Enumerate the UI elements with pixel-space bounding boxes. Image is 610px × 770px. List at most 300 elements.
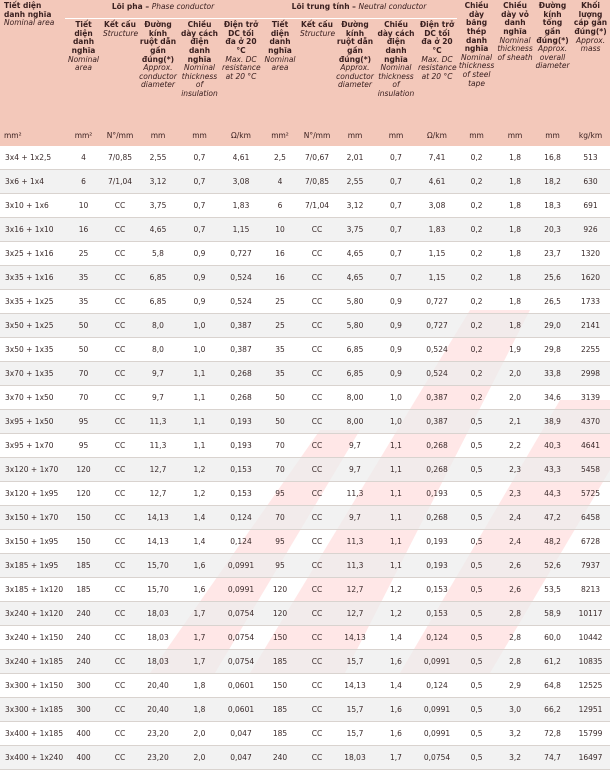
table-cell: 0,193: [417, 530, 457, 554]
table-cell: 7/0,85: [102, 146, 138, 170]
table-cell: CC: [102, 362, 138, 386]
table-cell: 11,3: [138, 434, 178, 458]
table-cell: 300: [65, 674, 102, 698]
table-cell: 3,0: [496, 698, 534, 722]
unit-cell: mm: [457, 123, 496, 146]
table-cell: 400: [65, 722, 102, 746]
table-cell: CC: [299, 626, 335, 650]
table-cell: 1,7: [178, 626, 221, 650]
table-cell: 2,0: [496, 362, 534, 386]
cable-size-cell: 3x400 + 1x185: [0, 722, 65, 746]
table-cell: 1,6: [375, 650, 417, 674]
table-cell: 0,2: [457, 146, 496, 170]
table-row: [0, 482, 610, 506]
table-cell: 58,9: [534, 602, 571, 626]
cable-size-cell: 3x400 + 1x240: [0, 746, 65, 770]
cable-size-cell: 3x185 + 1x120: [0, 578, 65, 602]
table-body: [0, 146, 610, 770]
table-cell: 10117: [571, 602, 610, 626]
table-row: [0, 578, 610, 602]
table-cell: 0,268: [221, 386, 261, 410]
table-cell: 0,387: [417, 386, 457, 410]
table-cell: 14,13: [138, 506, 178, 530]
table-cell: 150: [65, 506, 102, 530]
table-cell: 0,5: [457, 458, 496, 482]
table-cell: 70: [65, 386, 102, 410]
table-cell: 12,7: [138, 482, 178, 506]
table-cell: 0,727: [221, 242, 261, 266]
table-cell: 1,1: [178, 434, 221, 458]
table-cell: 0,5: [457, 626, 496, 650]
cable-size-cell: 3x95 + 1x50: [0, 410, 65, 434]
table-cell: 0,7: [375, 218, 417, 242]
table-cell: CC: [102, 218, 138, 242]
table-cell: 0,2: [457, 314, 496, 338]
table-cell: 0,5: [457, 650, 496, 674]
table-cell: 6,85: [138, 290, 178, 314]
table-cell: 11,3: [335, 554, 375, 578]
table-row: [0, 386, 610, 410]
table-cell: CC: [102, 458, 138, 482]
table-cell: CC: [102, 314, 138, 338]
neutral-insulation-header: Chiều dày cách điện danh nghĩa Nominal thickness of insulation: [375, 19, 417, 124]
table-cell: 25: [261, 290, 299, 314]
table-cell: 2,3: [496, 458, 534, 482]
table-cell: 7937: [571, 554, 610, 578]
table-cell: 26,5: [534, 290, 571, 314]
table-cell: 3,75: [335, 218, 375, 242]
table-cell: 8,00: [335, 410, 375, 434]
table-cell: 53,5: [534, 578, 571, 602]
table-cell: 10: [65, 194, 102, 218]
table-cell: 70: [261, 506, 299, 530]
cable-size-cell: 3x25 + 1x16: [0, 242, 65, 266]
table-cell: 2,55: [335, 170, 375, 194]
nominal-area-header: [0, 0, 65, 123]
cable-size-cell: 3x95 + 1x70: [0, 434, 65, 458]
table-cell: 1,1: [375, 530, 417, 554]
table-cell: CC: [102, 338, 138, 362]
table-cell: 5,80: [335, 314, 375, 338]
table-cell: 4641: [571, 434, 610, 458]
table-cell: 60,0: [534, 626, 571, 650]
table-cell: 691: [571, 194, 610, 218]
cable-size-cell: 3x16 + 1x10: [0, 218, 65, 242]
table-cell: 6728: [571, 530, 610, 554]
table-cell: 1,7: [178, 650, 221, 674]
table-cell: 95: [261, 530, 299, 554]
table-cell: 1,8: [178, 674, 221, 698]
table-cell: 9,7: [335, 506, 375, 530]
table-cell: 18,03: [138, 602, 178, 626]
table-cell: 44,3: [534, 482, 571, 506]
table-cell: 1,4: [375, 626, 417, 650]
table-cell: 1,15: [417, 242, 457, 266]
unit-cell: N°/mm: [299, 123, 335, 146]
table-cell: 0,5: [457, 602, 496, 626]
table-row: [0, 458, 610, 482]
table-cell: 150: [261, 674, 299, 698]
table-cell: 1,2: [375, 602, 417, 626]
table-cell: 8,00: [335, 386, 375, 410]
table-cell: 4,65: [335, 266, 375, 290]
table-cell: CC: [299, 242, 335, 266]
table-cell: 95: [261, 482, 299, 506]
table-cell: CC: [299, 674, 335, 698]
table-cell: 50: [261, 386, 299, 410]
table-cell: 0,9: [375, 362, 417, 386]
table-cell: 185: [261, 698, 299, 722]
table-cell: 0,5: [457, 410, 496, 434]
table-cell: 5458: [571, 458, 610, 482]
table-cell: 120: [261, 602, 299, 626]
table-cell: 35: [261, 362, 299, 386]
table-cell: 0,153: [221, 482, 261, 506]
table-cell: 2,8: [496, 626, 534, 650]
table-cell: CC: [299, 602, 335, 626]
table-cell: 1,1: [375, 482, 417, 506]
cable-size-cell: 3x120 + 1x95: [0, 482, 65, 506]
table-cell: 185: [65, 554, 102, 578]
table-cell: 0,0754: [221, 650, 261, 674]
table-cell: 0,524: [221, 290, 261, 314]
table-cell: 0,2: [457, 194, 496, 218]
table-cell: 0,153: [417, 578, 457, 602]
table-cell: 0,2: [457, 242, 496, 266]
table-cell: 15,7: [335, 698, 375, 722]
table-cell: 16497: [571, 746, 610, 770]
table-cell: 1,6: [178, 578, 221, 602]
table-row: [0, 314, 610, 338]
table-cell: 1,0: [375, 410, 417, 434]
table-cell: 1,8: [496, 146, 534, 170]
table-cell: 6458: [571, 506, 610, 530]
table-cell: 1,0: [375, 386, 417, 410]
table-cell: 240: [65, 626, 102, 650]
table-cell: 16: [65, 218, 102, 242]
table-cell: 0,7: [375, 266, 417, 290]
table-cell: 0,9: [375, 338, 417, 362]
table-cell: CC: [102, 746, 138, 770]
cable-size-cell: 3x240 + 1x150: [0, 626, 65, 650]
table-row: [0, 362, 610, 386]
table-cell: 1,15: [221, 218, 261, 242]
table-row: [0, 194, 610, 218]
table-cell: 43,3: [534, 458, 571, 482]
table-cell: CC: [299, 650, 335, 674]
table-cell: 0,124: [417, 626, 457, 650]
table-cell: 95: [65, 434, 102, 458]
table-cell: 0,5: [457, 482, 496, 506]
table-cell: 11,3: [335, 482, 375, 506]
table-cell: 0,268: [221, 362, 261, 386]
unit-cell: N°/mm: [102, 123, 138, 146]
table-cell: 0,9: [178, 242, 221, 266]
unit-cell: mm: [138, 123, 178, 146]
table-cell: 0,0754: [417, 746, 457, 770]
table-cell: 1,8: [496, 290, 534, 314]
table-cell: 50: [261, 410, 299, 434]
units-row: [0, 123, 610, 146]
table-row: [0, 242, 610, 266]
neutral-structure-header: Kết cấu Structure: [299, 19, 335, 124]
table-cell: CC: [102, 650, 138, 674]
table-cell: 1,2: [178, 458, 221, 482]
table-cell: 1,15: [417, 266, 457, 290]
table-cell: 0,0991: [221, 554, 261, 578]
table-cell: 9,7: [335, 458, 375, 482]
table-cell: 2998: [571, 362, 610, 386]
table-cell: CC: [102, 290, 138, 314]
table-cell: 4: [65, 146, 102, 170]
table-cell: 0,727: [417, 290, 457, 314]
table-cell: 0,124: [221, 506, 261, 530]
table-cell: CC: [299, 578, 335, 602]
table-cell: CC: [299, 482, 335, 506]
table-cell: 52,6: [534, 554, 571, 578]
table-row: [0, 266, 610, 290]
table-cell: 1,1: [178, 386, 221, 410]
table-cell: 0,387: [221, 338, 261, 362]
table-cell: 0,7: [375, 170, 417, 194]
table-cell: CC: [299, 434, 335, 458]
table-cell: CC: [102, 626, 138, 650]
table-row: [0, 338, 610, 362]
table-cell: 9,7: [335, 434, 375, 458]
table-cell: CC: [102, 266, 138, 290]
table-cell: 926: [571, 218, 610, 242]
table-cell: 0,2: [457, 266, 496, 290]
table-cell: 72,8: [534, 722, 571, 746]
table-cell: 29,8: [534, 338, 571, 362]
table-cell: CC: [102, 434, 138, 458]
table-cell: 15,70: [138, 578, 178, 602]
cable-size-cell: 3x120 + 1x70: [0, 458, 65, 482]
table-cell: CC: [299, 386, 335, 410]
table-cell: 6,85: [138, 266, 178, 290]
table-cell: 2,8: [496, 602, 534, 626]
table-cell: 0,0991: [221, 578, 261, 602]
table-cell: CC: [102, 698, 138, 722]
table-cell: 0,193: [417, 554, 457, 578]
table-cell: 61,2: [534, 650, 571, 674]
table-cell: 7/0,85: [299, 170, 335, 194]
table-cell: 66,2: [534, 698, 571, 722]
table-cell: 0,9: [178, 290, 221, 314]
neutral-diameter-header: Đường kính ruột dẫn gần đúng(*) Approx. conductor diameter: [335, 19, 375, 124]
cable-size-cell: 3x4 + 1x2,5: [0, 146, 65, 170]
table-cell: 4,65: [138, 218, 178, 242]
table-cell: 185: [261, 650, 299, 674]
table-cell: 16: [261, 266, 299, 290]
unit-cell: mm: [534, 123, 571, 146]
table-cell: 14,13: [335, 626, 375, 650]
table-cell: 0,0991: [417, 698, 457, 722]
table-cell: 15,70: [138, 554, 178, 578]
neutral-area-header: Tiết diện danh nghĩa Nominal area: [261, 19, 299, 124]
table-cell: 14,13: [335, 674, 375, 698]
table-cell: 3,75: [138, 194, 178, 218]
table-cell: 4,65: [335, 242, 375, 266]
table-cell: 0,124: [221, 530, 261, 554]
table-cell: 4370: [571, 410, 610, 434]
table-cell: 6: [261, 194, 299, 218]
table-cell: 1,8: [496, 218, 534, 242]
table-cell: 0,0601: [221, 674, 261, 698]
table-cell: 0,524: [417, 338, 457, 362]
table-cell: CC: [102, 386, 138, 410]
table-cell: 2,4: [496, 530, 534, 554]
table-cell: 2,2: [496, 434, 534, 458]
table-cell: 150: [65, 530, 102, 554]
table-row: [0, 170, 610, 194]
table-cell: 1,1: [375, 458, 417, 482]
table-cell: 23,7: [534, 242, 571, 266]
table-cell: CC: [299, 746, 335, 770]
cable-size-cell: 3x6 + 1x4: [0, 170, 65, 194]
table-cell: 7/1,04: [299, 194, 335, 218]
table-cell: 23,20: [138, 722, 178, 746]
table-cell: CC: [299, 218, 335, 242]
table-cell: 0,0754: [221, 602, 261, 626]
table-cell: CC: [299, 554, 335, 578]
table-cell: 50: [65, 314, 102, 338]
table-cell: 0,9: [375, 314, 417, 338]
table-cell: 513: [571, 146, 610, 170]
table-cell: 5,8: [138, 242, 178, 266]
table-cell: CC: [299, 722, 335, 746]
table-cell: 35: [261, 338, 299, 362]
table-cell: 70: [65, 362, 102, 386]
phase-conductor-group: Lõi pha – Phase conductor: [65, 0, 261, 19]
table-cell: 240: [261, 746, 299, 770]
table-cell: 0,268: [417, 506, 457, 530]
table-cell: 0,2: [457, 290, 496, 314]
table-cell: 10835: [571, 650, 610, 674]
steel-tape-header: Chiều dày băng thép danh nghĩa Nominal thickness of steel tape: [457, 0, 496, 123]
table-cell: 8,0: [138, 338, 178, 362]
table-cell: 5725: [571, 482, 610, 506]
table-cell: CC: [299, 458, 335, 482]
table-cell: 1,7: [178, 602, 221, 626]
table-cell: 120: [65, 482, 102, 506]
table-row: [0, 650, 610, 674]
table-cell: 1,2: [375, 578, 417, 602]
table-cell: 2,6: [496, 578, 534, 602]
unit-cell: mm: [335, 123, 375, 146]
table-cell: CC: [299, 530, 335, 554]
table-cell: 11,3: [335, 530, 375, 554]
table-cell: 12,7: [138, 458, 178, 482]
table-cell: 120: [65, 458, 102, 482]
table-cell: 12,7: [335, 578, 375, 602]
table-cell: 40,3: [534, 434, 571, 458]
table-cell: 20,40: [138, 674, 178, 698]
table-cell: 0,2: [457, 362, 496, 386]
table-cell: 2,5: [261, 146, 299, 170]
table-cell: 34,6: [534, 386, 571, 410]
table-cell: 0,5: [457, 722, 496, 746]
table-cell: CC: [102, 578, 138, 602]
table-cell: 1,6: [375, 722, 417, 746]
table-cell: 0,524: [221, 266, 261, 290]
table-cell: 3,08: [417, 194, 457, 218]
table-cell: 1,7: [375, 746, 417, 770]
table-cell: 185: [261, 722, 299, 746]
table-cell: 0,7: [375, 146, 417, 170]
table-cell: 0,9: [178, 266, 221, 290]
table-row: [0, 290, 610, 314]
table-cell: 70: [261, 434, 299, 458]
table-cell: 16,8: [534, 146, 571, 170]
table-cell: 1,8: [496, 314, 534, 338]
table-cell: 35: [65, 266, 102, 290]
table-row: [0, 146, 610, 170]
table-cell: 7,41: [417, 146, 457, 170]
table-cell: 4: [261, 170, 299, 194]
table-cell: 0,5: [457, 530, 496, 554]
table-cell: 15,7: [335, 650, 375, 674]
table-cell: 0,5: [457, 434, 496, 458]
table-cell: 23,20: [138, 746, 178, 770]
table-cell: 64,8: [534, 674, 571, 698]
unit-cell: mm: [178, 123, 221, 146]
table-cell: 3,2: [496, 722, 534, 746]
table-cell: 18,03: [138, 650, 178, 674]
table-cell: 240: [65, 650, 102, 674]
table-cell: 1,8: [496, 266, 534, 290]
table-cell: CC: [102, 410, 138, 434]
table-cell: 10442: [571, 626, 610, 650]
table-cell: 0,268: [417, 434, 457, 458]
table-cell: 25: [261, 314, 299, 338]
table-cell: 0,153: [417, 602, 457, 626]
table-cell: 33,8: [534, 362, 571, 386]
table-cell: 0,0991: [417, 722, 457, 746]
table-cell: 1,0: [178, 338, 221, 362]
table-cell: 1,1: [375, 506, 417, 530]
neutral-resistance-header: Điện trở DC tối đa ở 20 °C Max. DC resistance at 20 °C: [417, 19, 457, 124]
table-cell: 18,2: [534, 170, 571, 194]
table-cell: 2,1: [496, 410, 534, 434]
table-cell: 15,7: [335, 722, 375, 746]
table-cell: 2,6: [496, 554, 534, 578]
table-cell: 0,5: [457, 554, 496, 578]
table-cell: 0,5: [457, 674, 496, 698]
table-cell: CC: [299, 266, 335, 290]
table-cell: 120: [261, 578, 299, 602]
table-cell: 0,0601: [221, 698, 261, 722]
table-cell: 2,8: [496, 650, 534, 674]
neutral-conductor-group: Lõi trung tính – Neutral conductor: [261, 0, 457, 19]
table-cell: 630: [571, 170, 610, 194]
table-cell: 8213: [571, 578, 610, 602]
table-cell: 0,524: [417, 362, 457, 386]
table-cell: 1,4: [375, 674, 417, 698]
table-cell: CC: [102, 674, 138, 698]
table-cell: 70: [261, 458, 299, 482]
table-cell: 300: [65, 698, 102, 722]
phase-insulation-header: Chiều dày cách điện danh nghĩa Nominal thickness of insulation: [178, 19, 221, 124]
phase-structure-header: Kết cấu Structure: [102, 19, 138, 124]
table-cell: 25,6: [534, 266, 571, 290]
cable-size-cell: 3x300 + 1x150: [0, 674, 65, 698]
table-cell: 18,03: [138, 626, 178, 650]
nominal-area-en: Nominal area: [4, 18, 55, 28]
phase-area-header: Tiết diện danh nghĩa Nominal area: [65, 19, 102, 124]
table-cell: 12,7: [335, 602, 375, 626]
table-row: [0, 530, 610, 554]
